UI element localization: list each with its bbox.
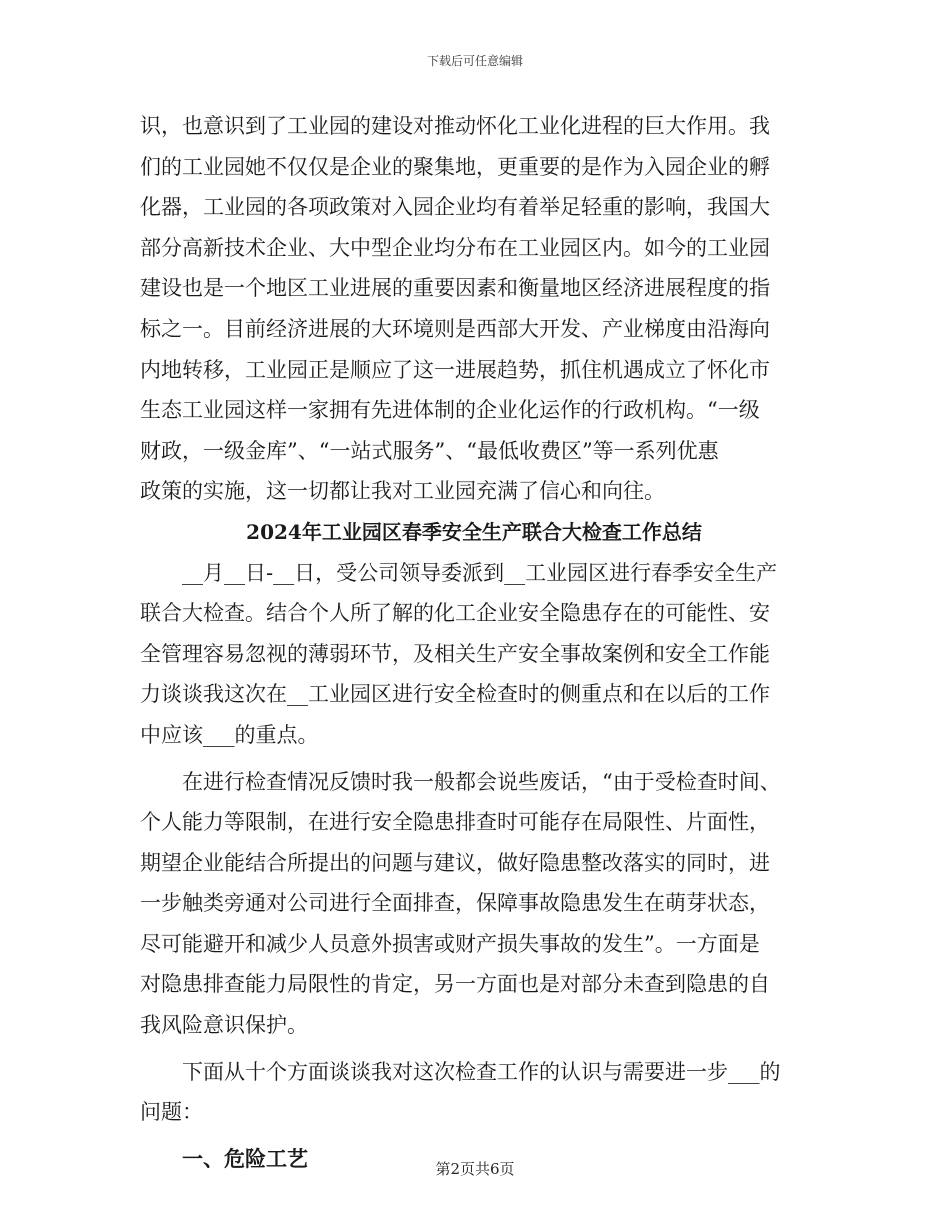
paragraph-4 <box>140 1052 808 1133</box>
paragraph-1 <box>140 106 808 512</box>
header-note: 下载后可任意编辑 <box>426 54 523 68</box>
text-line: 生态工业园这样一家拥有先进体制的企业化运作的行政机构。“一级 <box>140 398 760 423</box>
text-line: 在进行检查情况反馈时我一般都会说些废话，“由于受检查时间、 <box>182 769 781 794</box>
text-line: 化器，工业园的各项政策对入园企业均有着举足轻重的影响，我国大 <box>140 195 770 220</box>
paragraph-3 <box>140 762 808 1046</box>
section-title: 2024年工业园区春季安全生产联合大检查工作总结 <box>246 519 702 544</box>
text-line: 识，也意识到了工业园的建设对推动怀化工业化进程的巨大作用。我 <box>140 114 770 138</box>
text-line: 内地转移，工业园正是顺应了这一进展趋势，抓住机遇成立了怀化市 <box>140 357 770 382</box>
text-line: 政策的实施，这一切都让我对工业园充满了信心和向往。 <box>140 479 665 504</box>
paragraph-2 <box>140 553 808 756</box>
text-line: 个人能力等限制，在进行安全隐患排查时可能存在局限性、片面性， <box>140 810 770 835</box>
text-line: 全管理容易忽视的薄弱环节，及相关生产安全事故案例和安全工作能 <box>140 641 770 666</box>
page-number: 第2页共6页 <box>435 1160 515 1178</box>
text-line: 中应该___的重点。 <box>140 722 319 747</box>
text-line: 下面从十个方面谈谈我对这次检查工作的认识与需要进一步___的 <box>182 1059 781 1084</box>
text-line: 我风险意识保护。 <box>140 1013 308 1038</box>
text-line: 财政，一级金库”、“一站式服务”、“最低收费区”等一系列优惠 <box>140 438 719 463</box>
text-line: 联合大检查。结合个人所了解的化工企业安全隐患存在的可能性、安 <box>140 601 770 626</box>
heading-dangerous-process: 一、危险工艺 <box>182 1145 308 1171</box>
text-line: 标之一。目前经济进展的大环境则是西部大开发、产业梯度由沿海向 <box>140 316 770 341</box>
text-line: 一步触类旁通对公司进行全面排查，保障事故隐患发生在萌芽状态， <box>140 891 770 916</box>
text-line: __月__日-__日，受公司领导委派到__工业园区进行春季安全生产 <box>182 560 778 585</box>
text-line: 建设也是一个地区工业进展的重要因素和衡量地区经济进展程度的指 <box>140 276 770 301</box>
document-body <box>140 106 808 1179</box>
text-line: 问题： <box>140 1100 203 1125</box>
text-line: 尽可能避开和减少人员意外损害或财产损失事故的发生”。一方面是 <box>140 931 760 956</box>
text-line: 部分高新技术企业、大中型企业均分布在工业园区内。如今的工业园 <box>140 235 770 260</box>
text-line: 们的工业园她不仅仅是企业的聚集地，更重要的是作为入园企业的孵 <box>140 154 770 179</box>
text-line: 对隐患排查能力局限性的肯定，另一方面也是对部分未查到隐患的自 <box>140 972 770 997</box>
text-line: 期望企业能结合所提出的问题与建议，做好隐患整改落实的同时，进 <box>140 850 770 875</box>
text-line: 力谈谈我这次在__工业园区进行安全检查时的侧重点和在以后的工作 <box>140 682 770 707</box>
